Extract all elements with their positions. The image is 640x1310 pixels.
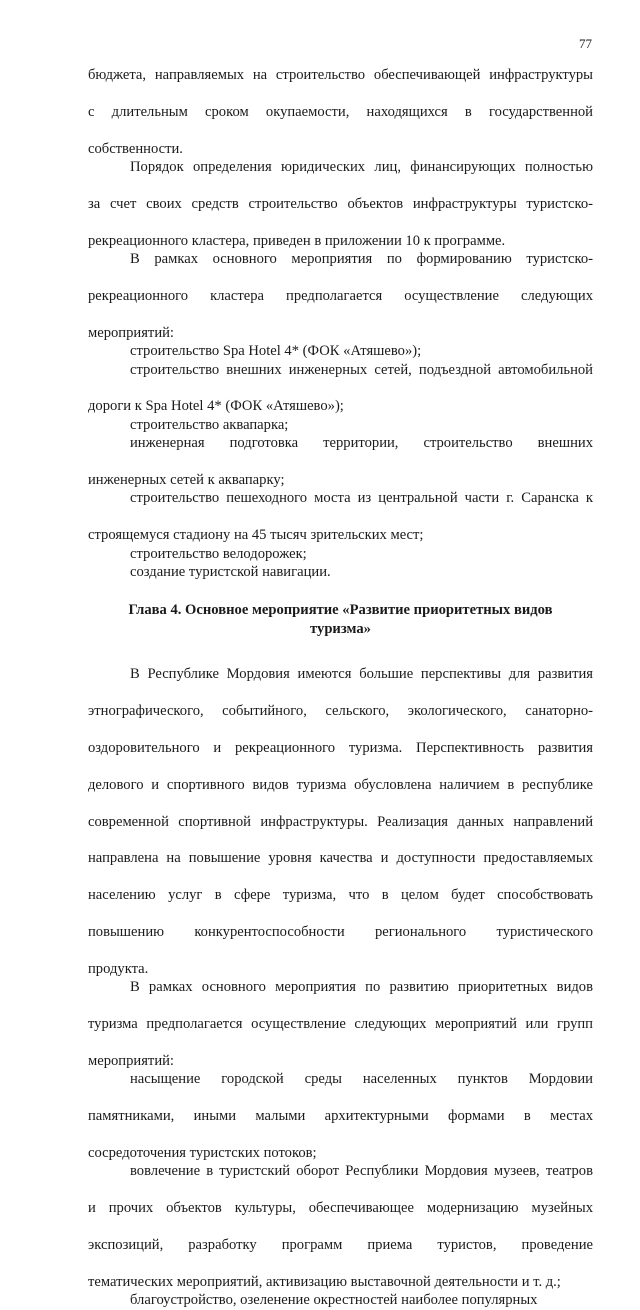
paragraph	[88, 342, 593, 360]
paragraph	[88, 1162, 593, 1291]
paragraph	[88, 1291, 593, 1309]
text-line: продукта.	[88, 960, 149, 977]
chapter-section	[88, 665, 593, 1309]
text-line: тематических мероприятий, активизацию выставочной деятельности и т. д.;	[88, 1273, 561, 1290]
text-line: мероприятий:	[88, 1052, 174, 1069]
paragraph	[88, 1070, 593, 1162]
text-line: собственности.	[88, 140, 183, 157]
paragraph	[88, 250, 593, 342]
text-line: строительство внешних инженерных сетей, подъездной автомобильной	[130, 361, 593, 378]
text-line: экспозиций, разработку программ приема туристов, проведение	[88, 1236, 593, 1253]
text-line: сосредоточения туристских потоков;	[88, 1144, 317, 1161]
text-line: В рамках основного мероприятия по развитию приоритетных видов	[130, 979, 593, 996]
text-line: рекреационного кластера предполагается осуществление следующих	[88, 287, 593, 304]
text-line: вовлечение в туристский оборот Республики Мордовия музеев, театров	[130, 1163, 593, 1180]
paragraph	[88, 361, 593, 416]
text-line: рекреационного кластера, приведен в приложении 10 к программе.	[88, 232, 506, 249]
text-line: и прочих объектов культуры, обеспечивающее модернизацию музейных	[88, 1200, 593, 1217]
text-line: создание туристской навигации.	[130, 563, 331, 580]
text-line: насыщение городской среды населенных пунктов Мордовии	[130, 1071, 593, 1088]
paragraph	[88, 416, 593, 434]
page-number: 77	[579, 36, 592, 51]
text-line: делового и спортивного видов туризма обусловлена наличием в республике	[88, 776, 593, 793]
text-line: В рамках основного мероприятия по формированию туристско-	[130, 251, 593, 268]
text-line: за счет своих средств строительство объектов инфраструктуры туристско-	[88, 195, 593, 212]
text-line: бюджета, направляемых на строительство обеспечивающей инфраструктуры	[88, 67, 593, 83]
text-line: современной спортивной инфраструктуры. Реализация данных направлений	[88, 813, 593, 830]
text-line: инженерных сетей к аквапарку;	[88, 471, 285, 488]
paragraph	[88, 978, 593, 1070]
text-line: строительство аквапарка;	[130, 416, 289, 433]
chapter-heading-line-2: туризма»	[310, 621, 371, 638]
text-line: В Республике Мордовия имеются большие перспективы для развития	[130, 666, 593, 683]
text-line: повышению конкурентоспособности регионального туристического	[88, 924, 593, 941]
intro-section	[88, 66, 593, 581]
paragraph	[88, 545, 593, 563]
text-line: строительство пешеходного моста из центральной части г. Саранска к	[130, 490, 593, 507]
text-line: инженерная подготовка территории, строительство внешних	[130, 435, 593, 452]
text-line: Порядок определения юридических лиц, финансирующих полностью	[130, 159, 593, 176]
chapter-heading-line-1: Глава 4. Основное мероприятие «Развитие приоритетных видов	[128, 602, 553, 619]
page-content	[88, 66, 593, 1310]
text-line: туризма предполагается осуществление следующих мероприятий или групп	[88, 1016, 593, 1033]
paragraph	[88, 563, 593, 581]
text-line: строящемуся стадиону на 45 тысяч зрительских мест;	[88, 527, 424, 544]
text-line: направлена на повышение уровня качества и доступности предоставляемых	[88, 850, 593, 867]
paragraph	[88, 489, 593, 544]
text-line: строительство Spa Hotel 4* (ФОК «Атяшево»);	[130, 343, 422, 360]
text-line: мероприятий:	[88, 324, 174, 341]
text-line: дороги к Spa Hotel 4* (ФОК «Атяшево»);	[88, 398, 344, 415]
paragraph	[88, 665, 593, 978]
paragraph	[88, 158, 593, 250]
text-line: оздоровительного и рекреационного туризма. Перспективность развития	[88, 740, 593, 756]
text-line: этнографического, событийного, сельского, экологического, санаторно-	[88, 703, 593, 720]
text-line: населению услуг в сфере туризма, что в целом будет способствовать	[88, 887, 593, 904]
text-line: благоустройство, озеленение окрестностей наиболее популярных	[130, 1292, 538, 1309]
paragraph	[88, 434, 593, 489]
paragraph	[88, 66, 593, 158]
chapter-heading	[88, 601, 593, 639]
text-line: памятниками, иными малыми архитектурными формами в местах	[88, 1108, 593, 1125]
text-line: с длительным сроком окупаемости, находящихся в государственной	[88, 103, 593, 120]
text-line: строительство велодорожек;	[130, 545, 307, 562]
